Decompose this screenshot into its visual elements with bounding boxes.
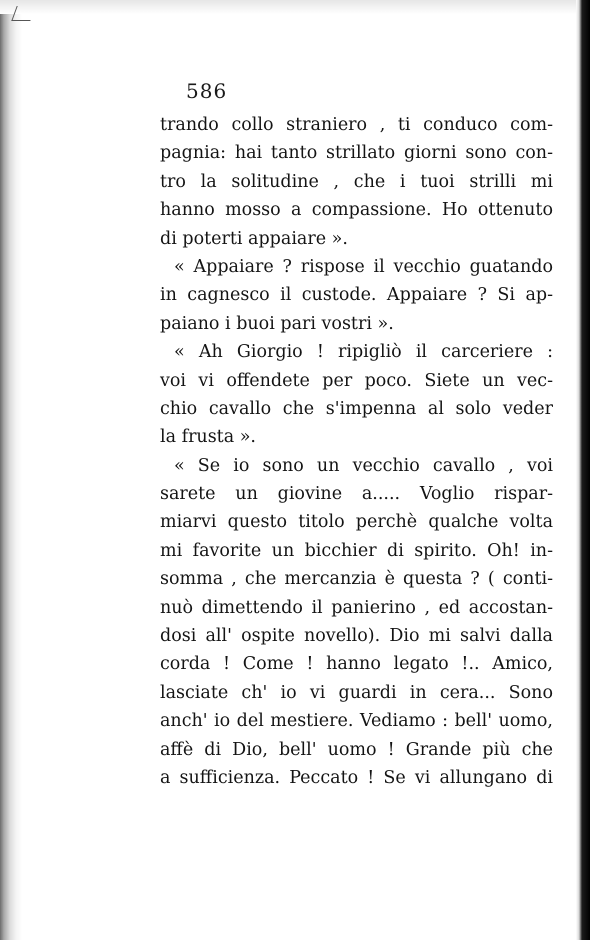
body-text xyxy=(160,111,553,792)
text-line: paiano i buoi pari vostri ». xyxy=(160,313,394,334)
text-line: pagnia: hai tanto strillato giorni sono con- xyxy=(160,143,553,164)
text-line: « Appaiare ? rispose il vecchio guatando xyxy=(174,256,553,277)
text-line: voi vi offendete per poco. Siete un vec- xyxy=(160,370,553,391)
text-line: sarete un giovine a..... Voglio rispar- xyxy=(160,484,553,505)
text-line: trando collo straniero , ti conduco com- xyxy=(160,115,553,135)
text-line: in cagnesco il custode. Appaiare ? Si ap- xyxy=(160,285,553,306)
book-spine-shadow xyxy=(0,0,22,940)
text-line: dosi all' ospite novello). Dio mi salvi dalla xyxy=(160,626,553,647)
text-line: chio cavallo che s'impenna al solo veder xyxy=(160,398,553,419)
text-line: « Ah Giorgio ! ripigliò il carceriere : xyxy=(174,342,553,363)
text-line: affè di Dio, bell' uomo ! Grande più che xyxy=(160,739,553,760)
text-line: « Se io sono un vecchio cavallo , voi xyxy=(174,455,553,476)
text-line: anch' io del mestiere. Vediamo : bell' uomo, xyxy=(160,711,553,732)
top-edge-shadow xyxy=(0,0,590,14)
text-line: di poterti appaiare ». xyxy=(160,228,348,249)
text-line: mi favorite un bicchier di spirito. Oh! in- xyxy=(160,540,553,561)
text-line: somma , che mercanzia è questa ? ( conti- xyxy=(160,569,553,590)
text-line: la frusta ». xyxy=(160,427,256,448)
folded-corner-mark xyxy=(11,6,35,21)
text-line: hanno mosso a compassione. Ho ottenuto xyxy=(160,200,553,221)
page-edge-shadow xyxy=(576,0,590,940)
text-line: miarvi questo titolo perchè qualche volta xyxy=(160,512,553,533)
text-line: lasciate ch' io vi guardi in cera... Sono xyxy=(160,682,553,703)
text-line: tro la solitudine , che i tuoi strilli mi xyxy=(160,171,553,192)
text-line: nuò dimettendo il panierino , ed accostan- xyxy=(160,597,553,618)
text-line: a sufficienza. Peccato ! Se vi allungano di xyxy=(160,767,553,788)
page-number: 586 xyxy=(186,79,228,103)
text-line: corda ! Come ! hanno legato !.. Amico, xyxy=(160,654,553,675)
